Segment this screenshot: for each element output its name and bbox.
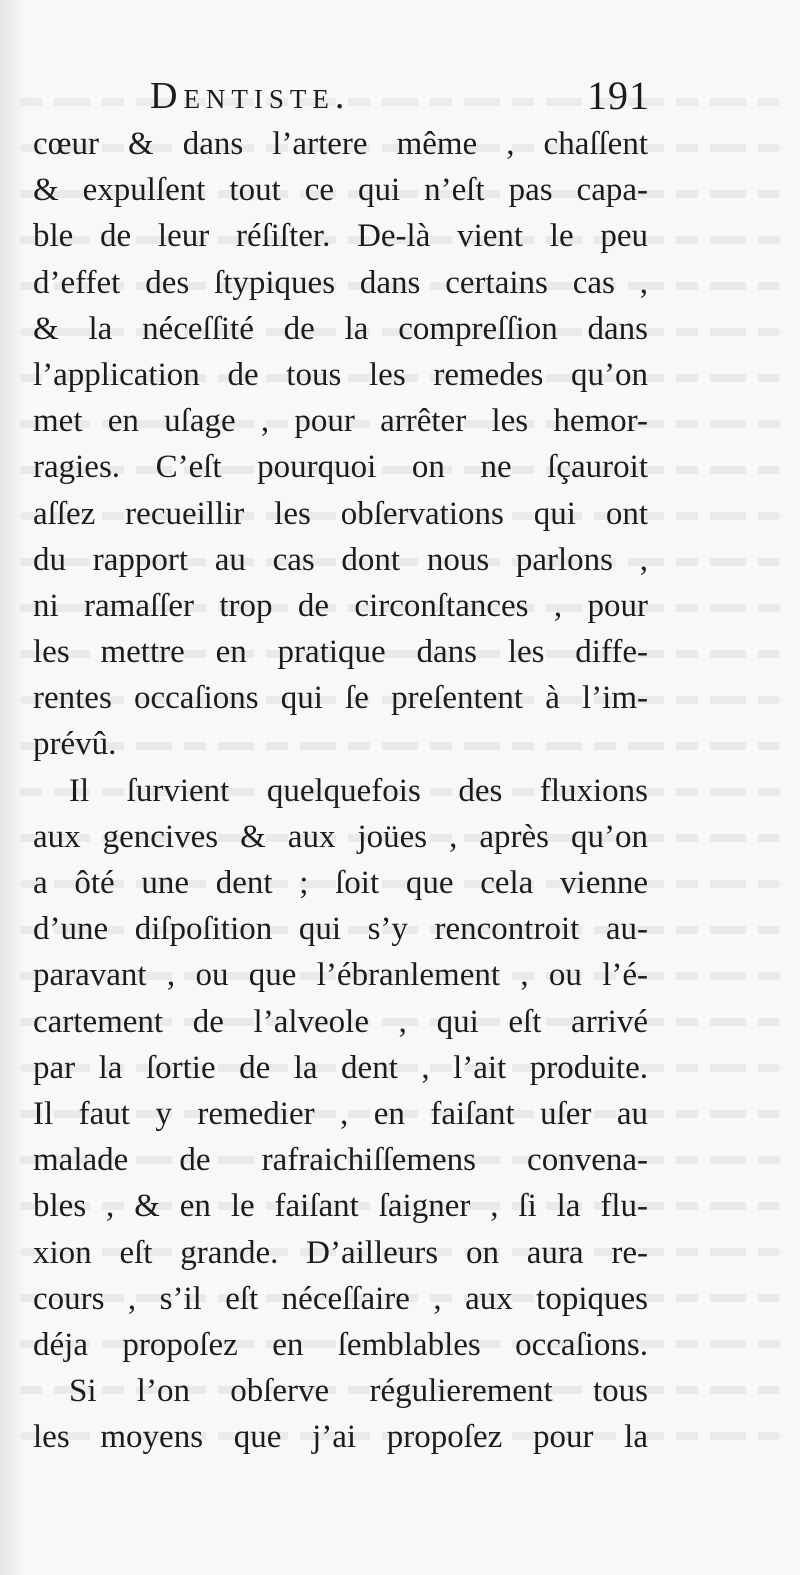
paragraph-end-line: prévû. [33, 726, 117, 763]
page-number: 191 [587, 73, 650, 118]
text-line: cœur & dans l’artere même , chaſſent [33, 126, 648, 162]
text-line: les mettre en pratique dans les diffe- [33, 634, 648, 671]
text-line: paravant , ou que l’ébranlement , ou l’é- [33, 957, 648, 994]
paragraph-first-line: Il ſurvient quelquefois des fluxions [69, 772, 648, 809]
text-line: aſſez recueillir les obſervations qui ont [33, 495, 648, 532]
text-line: xion eſt grande. D’ailleurs on aura re- [33, 1234, 648, 1271]
text-line: ni ramaſſer trop de circonſtances , pour [33, 587, 648, 624]
text-line: du rapport au cas dont nous parlons , [33, 541, 648, 578]
text-line: ble de leur réſiſter. De-là vient le peu [33, 218, 648, 255]
paragraph-first-line: Si l’on obſerve régulierement tous [69, 1373, 648, 1410]
text-line: cartement de l’alveole , qui eſt arrivé [33, 1003, 648, 1040]
body-text [33, 121, 648, 1460]
text-line: ragies. C’eſt pourquoi on ne ſçauroit [33, 449, 648, 486]
text-line: d’une diſpoſition qui s’y rencontroit au- [33, 911, 648, 948]
text-line: aux gencives & aux joües , après qu’on [33, 818, 648, 855]
text-line: déja propoſez en ſemblables occaſions. [33, 1326, 648, 1363]
running-head-title: Dentiste. [150, 75, 351, 117]
text-line: Il faut y remedier , en faiſant uſer au [33, 1095, 648, 1132]
text-line: bles , & en le faiſant ſaigner , ſi la flu- [33, 1188, 648, 1225]
text-line: & expulſent tout ce qui n’eſt pas capa- [33, 172, 648, 209]
text-line: l’application de tous les remedes qu’on [33, 356, 648, 393]
text-line: malade de rafraichiſſemens convena- [33, 1142, 648, 1179]
text-line: d’effet des ſtypiques dans certains cas , [33, 264, 648, 301]
text-line: les moyens que j’ai propoſez pour la [33, 1419, 648, 1456]
text-line: met en uſage , pour arrêter les hemor- [33, 403, 648, 440]
text-line: rentes occaſions qui ſe preſentent à l’im- [33, 680, 648, 717]
text-line: & la néceſſité de la compreſſion dans [33, 310, 648, 347]
text-line: a ôté une dent ; ſoit que cela vienne [33, 865, 648, 901]
text-line: par la ſortie de la dent , l’ait produite. [33, 1049, 648, 1086]
running-head [150, 66, 650, 126]
text-line: cours , s’il eſt néceſſaire , aux topiques [33, 1280, 648, 1317]
page-edge-shadow [0, 0, 26, 1575]
